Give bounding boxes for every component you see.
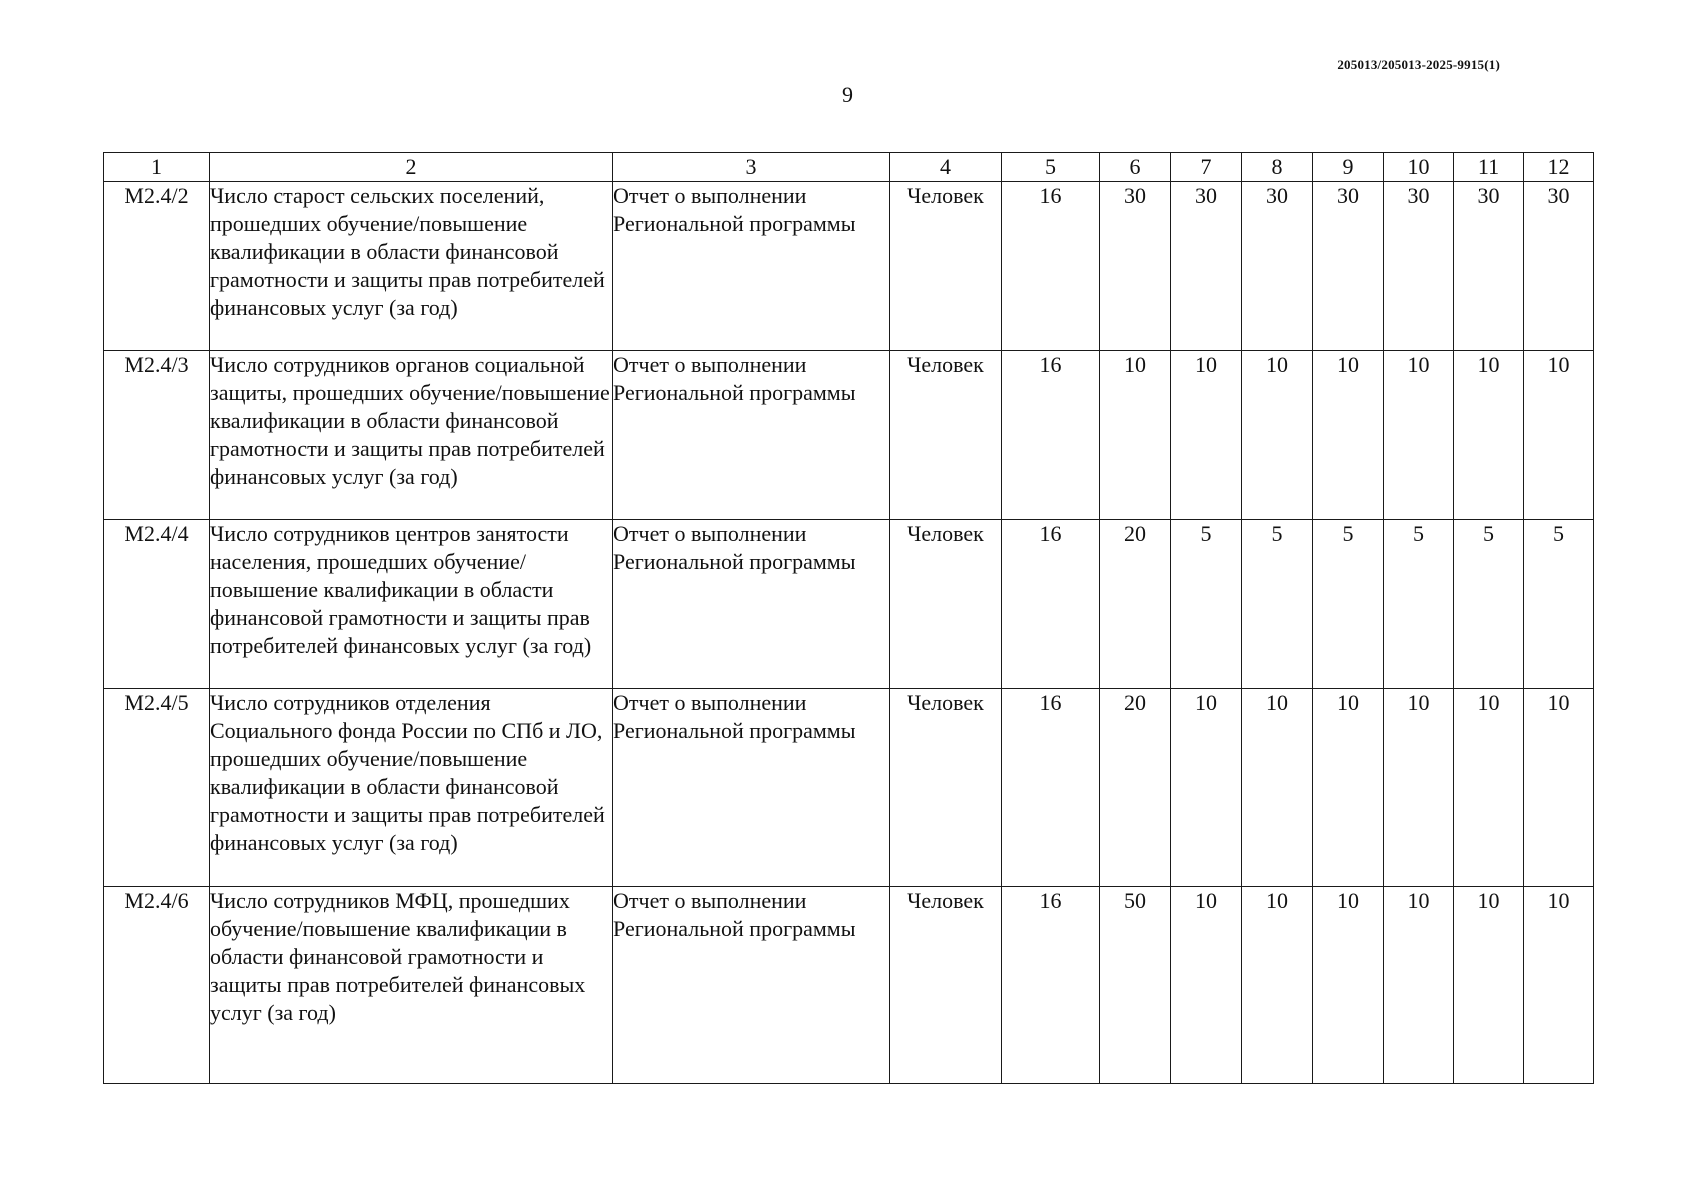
table-row bbox=[104, 887, 1594, 1084]
indicator-name: Число старост сельских поселений, прошедших обучение/повышение квалификации в области финансовой грамотности и защиты прав потребителей финансовых услуг (за год) bbox=[210, 182, 613, 351]
value-cell: 5 bbox=[1242, 520, 1313, 689]
value-cell: 30 bbox=[1454, 182, 1524, 351]
value-cell: 10 bbox=[1242, 689, 1313, 887]
column-header-7: 7 bbox=[1171, 153, 1242, 182]
header-row bbox=[104, 153, 1594, 182]
column-header-1: 1 bbox=[104, 153, 210, 182]
table-row bbox=[104, 351, 1594, 520]
indicator-unit: Человек bbox=[890, 182, 1002, 351]
value-cell: 16 bbox=[1002, 887, 1100, 1084]
value-cell: 20 bbox=[1100, 520, 1171, 689]
value-cell: 10 bbox=[1384, 887, 1454, 1084]
value-cell: 10 bbox=[1242, 887, 1313, 1084]
indicator-unit: Человек bbox=[890, 351, 1002, 520]
value-cell: 5 bbox=[1171, 520, 1242, 689]
indicator-table bbox=[103, 152, 1594, 1084]
value-cell: 10 bbox=[1454, 689, 1524, 887]
table-row bbox=[104, 182, 1594, 351]
value-cell: 30 bbox=[1171, 182, 1242, 351]
column-header-4: 4 bbox=[890, 153, 1002, 182]
indicator-code: М2.4/3 bbox=[104, 351, 210, 520]
indicator-code: М2.4/5 bbox=[104, 689, 210, 887]
value-cell: 10 bbox=[1524, 351, 1594, 520]
value-cell: 16 bbox=[1002, 182, 1100, 351]
column-header-2: 2 bbox=[210, 153, 613, 182]
table-row bbox=[104, 689, 1594, 887]
value-cell: 10 bbox=[1171, 689, 1242, 887]
value-cell: 10 bbox=[1454, 887, 1524, 1084]
document-number: 205013/205013-2025-9915(1) bbox=[1337, 57, 1500, 72]
column-header-10: 10 bbox=[1384, 153, 1454, 182]
value-cell: 10 bbox=[1171, 351, 1242, 520]
indicator-unit: Человек bbox=[890, 689, 1002, 887]
value-cell: 30 bbox=[1524, 182, 1594, 351]
value-cell: 16 bbox=[1002, 520, 1100, 689]
indicator-unit: Человек bbox=[890, 520, 1002, 689]
value-cell: 30 bbox=[1100, 182, 1171, 351]
value-cell: 50 bbox=[1100, 887, 1171, 1084]
value-cell: 10 bbox=[1384, 689, 1454, 887]
value-cell: 30 bbox=[1384, 182, 1454, 351]
column-header-3: 3 bbox=[613, 153, 890, 182]
value-cell: 5 bbox=[1313, 520, 1384, 689]
indicator-name: Число сотрудников центров занятости населения, прошедших обучение/повышение квалификации в области финансовой грамотности и защиты прав потребителей финансовых услуг (за год) bbox=[210, 520, 613, 689]
indicator-unit: Человек bbox=[890, 887, 1002, 1084]
indicator-name: Число сотрудников МФЦ, прошедших обучение/повышение квалификации в области финансовой грамотности и защиты прав потребителей финансовых услуг (за год) bbox=[210, 887, 613, 1084]
indicator-source: Отчет о выполнении Региональной программы bbox=[613, 689, 890, 887]
indicator-source: Отчет о выполнении Региональной программы bbox=[613, 520, 890, 689]
value-cell: 10 bbox=[1171, 887, 1242, 1084]
value-cell: 10 bbox=[1524, 887, 1594, 1084]
indicator-source: Отчет о выполнении Региональной программы bbox=[613, 182, 890, 351]
value-cell: 16 bbox=[1002, 351, 1100, 520]
value-cell: 5 bbox=[1524, 520, 1594, 689]
column-header-6: 6 bbox=[1100, 153, 1171, 182]
indicator-code: М2.4/2 bbox=[104, 182, 210, 351]
indicator-name: Число сотрудников отделения Социального фонда России по СПб и ЛО, прошедших обучение/повышение квалификации в области финансовой грамотности и защиты прав потребителей финансовых услуг (за год) bbox=[210, 689, 613, 887]
value-cell: 10 bbox=[1454, 351, 1524, 520]
value-cell: 10 bbox=[1100, 351, 1171, 520]
page-number: 9 bbox=[842, 82, 853, 107]
indicator-name: Число сотрудников органов социальной защиты, прошедших обучение/повышение квалификации в области финансовой грамотности и защиты прав потребителей финансовых услуг (за год) bbox=[210, 351, 613, 520]
value-cell: 10 bbox=[1242, 351, 1313, 520]
column-header-12: 12 bbox=[1524, 153, 1594, 182]
column-header-8: 8 bbox=[1242, 153, 1313, 182]
value-cell: 20 bbox=[1100, 689, 1171, 887]
indicator-source: Отчет о выполнении Региональной программы bbox=[613, 351, 890, 520]
value-cell: 5 bbox=[1454, 520, 1524, 689]
indicator-code: М2.4/6 bbox=[104, 887, 210, 1084]
value-cell: 10 bbox=[1313, 689, 1384, 887]
column-header-5: 5 bbox=[1002, 153, 1100, 182]
value-cell: 10 bbox=[1524, 689, 1594, 887]
value-cell: 10 bbox=[1313, 887, 1384, 1084]
column-header-9: 9 bbox=[1313, 153, 1384, 182]
table-row bbox=[104, 520, 1594, 689]
column-header-11: 11 bbox=[1454, 153, 1524, 182]
value-cell: 30 bbox=[1242, 182, 1313, 351]
value-cell: 5 bbox=[1384, 520, 1454, 689]
indicator-code: М2.4/4 bbox=[104, 520, 210, 689]
value-cell: 10 bbox=[1384, 351, 1454, 520]
value-cell: 30 bbox=[1313, 182, 1384, 351]
indicator-source: Отчет о выполнении Региональной программы bbox=[613, 887, 890, 1084]
value-cell: 16 bbox=[1002, 689, 1100, 887]
value-cell: 10 bbox=[1313, 351, 1384, 520]
